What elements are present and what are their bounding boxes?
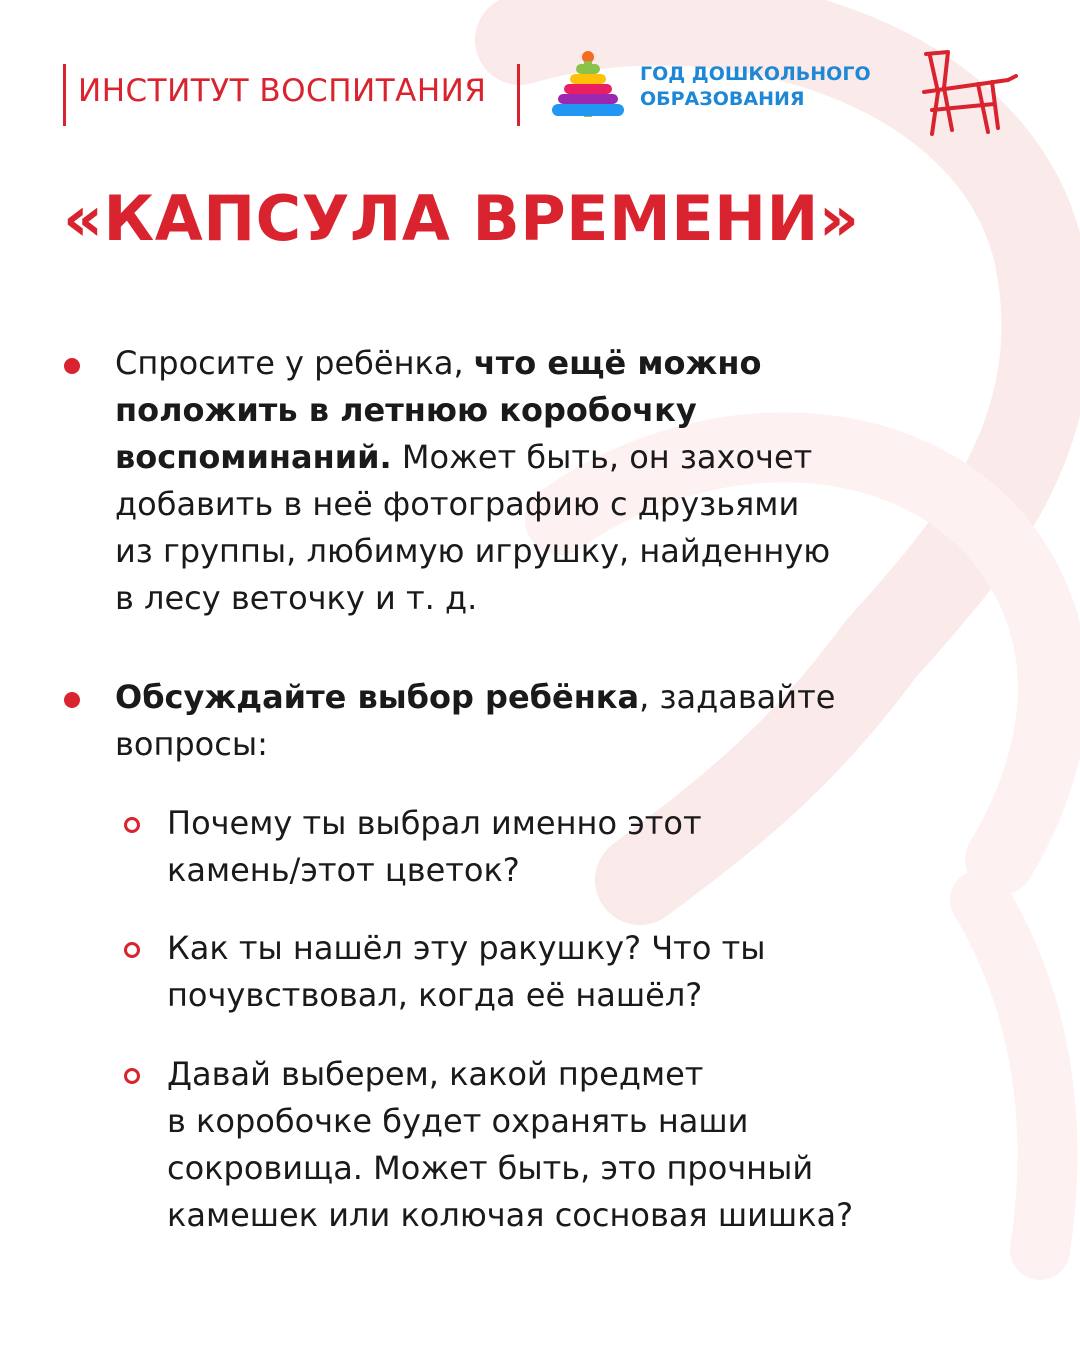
text-regular: , задавайте	[639, 678, 836, 716]
question-2-line-2: почувствовал, когда её нашёл?	[167, 976, 703, 1014]
question-3-line-2: в коробочке будет охранять наши	[167, 1102, 749, 1140]
bullet-text-2	[115, 674, 835, 768]
sub-bullet-ring-3	[124, 1068, 140, 1084]
text-regular: вопросы:	[115, 725, 268, 763]
text-bold: Обсуждайте выбор ребёнка	[115, 678, 640, 716]
bullet-1-line-1	[115, 340, 830, 387]
page-title: «КАПСУЛА ВРЕМЕНИ»	[63, 182, 860, 255]
question-3-line-3: сокровища. Может быть, это прочный	[167, 1149, 814, 1187]
text-bold: положить в летнюю коробочку	[115, 391, 697, 429]
question-1-line-2: камень/этот цветок?	[167, 851, 520, 889]
question-3-line-4: камешек или колючая сосновая шишка?	[167, 1196, 854, 1234]
bullet-2-line-1	[115, 674, 835, 721]
institute-name: ИНСТИТУТ ВОСПИТАНИЯ	[78, 73, 487, 109]
bullet-1-line-2	[115, 387, 830, 434]
text-bold: воспоминаний.	[115, 438, 392, 476]
text-regular: Может быть, он захочет	[391, 438, 813, 476]
text-regular: добавить в неё фотографию с друзьями	[115, 485, 800, 523]
question-2	[167, 925, 765, 1019]
year-logo-line-1: ГОД ДОШКОЛЬНОГО	[640, 63, 871, 85]
question-2-line-1: Как ты нашёл эту ракушку? Что ты	[167, 929, 766, 967]
question-1-line-1: Почему ты выбрал именно этот	[167, 804, 702, 842]
sub-bullet-ring-1	[124, 817, 140, 833]
bullet-1-line-6	[115, 575, 830, 622]
bullet-2-line-2	[115, 721, 835, 768]
bullet-1-line-5	[115, 528, 830, 575]
bullet-dot-2	[64, 692, 80, 708]
question-3-line-1: Давай выберем, какой предмет	[167, 1055, 704, 1093]
text-regular: из группы, любимую игрушку, найденную	[115, 532, 831, 570]
text-bold: что ещё можно	[473, 344, 762, 382]
question-1	[167, 800, 702, 894]
text-regular: Спросите у ребёнка,	[115, 344, 474, 382]
bullet-dot-1	[64, 358, 80, 374]
bullet-text-1	[115, 340, 830, 622]
year-logo-line-2: ОБРАЗОВАНИЯ	[640, 88, 805, 110]
bullet-1-line-4	[115, 481, 830, 528]
sub-bullet-ring-2	[124, 942, 140, 958]
bullet-1-line-3	[115, 434, 830, 481]
question-3	[167, 1051, 853, 1239]
text-regular: в лесу веточку и т. д.	[115, 579, 478, 617]
